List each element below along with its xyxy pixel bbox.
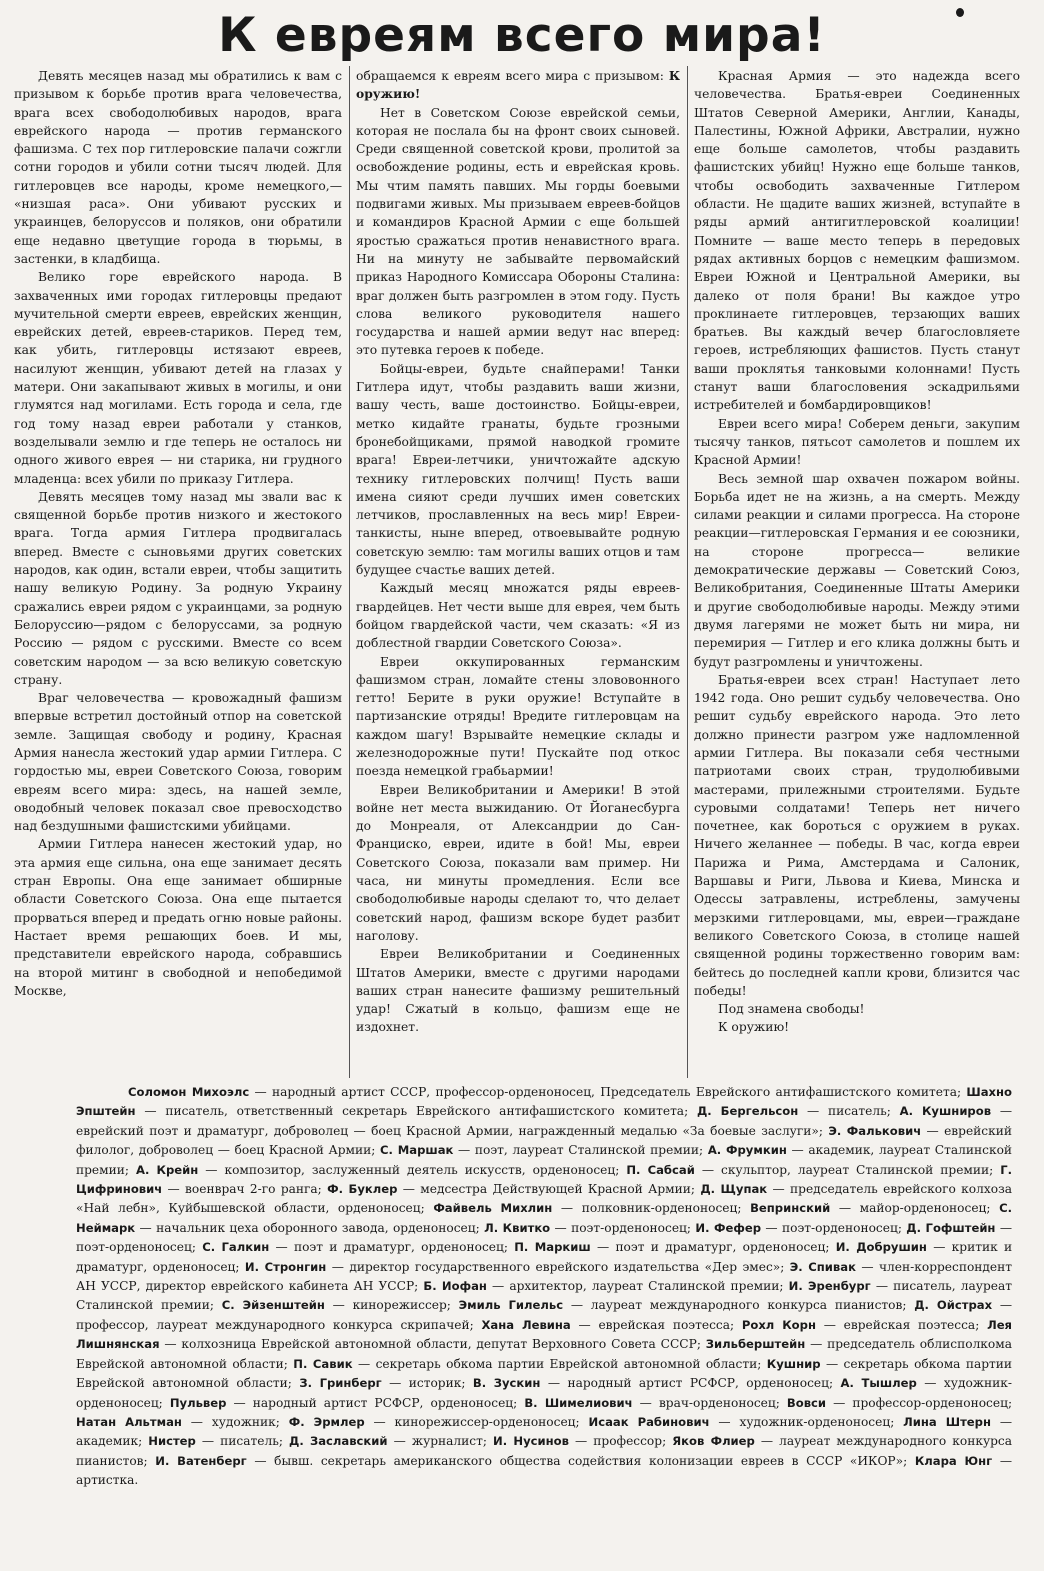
signatory: П. Савик — секретарь обкома партии Еврейской автономной области; [293,1356,767,1371]
signatory: Д. Гофштейн — поэт-орденоносец; [76,1220,1012,1255]
signatory-name: Хана Левина [481,1317,571,1332]
signatory-role: художник [211,1414,276,1429]
signatory: Вовси — профессор-орденоносец; [786,1395,1012,1410]
signatory-name: Соломон Михоэлс [128,1085,250,1099]
headline: К евреям всего мира! [218,8,826,63]
signatory-name: Г. Цифринович [76,1162,1012,1197]
signatory-role: начальник цеха оборонного завода, орденоносец [156,1220,476,1235]
article-column-2 [356,67,680,1079]
column-rule [687,66,688,1078]
signatory-name: С. Неймарк [76,1201,1012,1235]
signatory: Эмиль Гилельс — лауреат международного конкурса пианистов; [458,1298,915,1313]
signatory: Э. Спивак — член-корреспондент АН УССР, директор еврейского кабинета АН УССР; [76,1259,1012,1294]
article-column-3 [694,67,1020,1079]
signatory-role: врач-орденоносец [658,1395,776,1410]
signatory-name: Д. Щупак [700,1182,768,1197]
signatory-name: А. Фрумкин [707,1143,787,1158]
signatory-name: Л. Квитко [484,1220,551,1235]
signatory: Рохл Корн — еврейская поэтесса; [741,1317,988,1332]
signatory-name: А. Крейн [135,1162,199,1177]
signatory-role: кинорежиссер-орденоносец [394,1414,576,1429]
signatory-role: академик, лауреат Сталинской премии [76,1143,1012,1177]
signatory-role: поэт и драматург, орденоносец [293,1240,504,1255]
signatory-name: В. Зускин [472,1376,541,1391]
signatory-name: Исаак Рабинович [588,1414,710,1429]
signatory: И. Ватенберг — бывш. секретарь американского общества содействия колонизации евреев в СССР «ИКОР»; [155,1453,915,1468]
paragraph: Евреи Великобритании и Америки! В этой войне нет места выжиданию. От Йоганесбурга до Монреаля, от Александрии до Сан-Франциско, евреи, идите в бой! Мы, евреи Советского Союза, показали вам пример. Ни часа, ни минуты промедления. Если все свободолюбивые народы сделают то, что делает советский народ, фашизм вскоре будет разбит наголову. [356,782,680,943]
signatory-role: секретарь обкома партии Еврейской автономной области [76,1356,1012,1391]
signatory-role: архитектор, лауреат Сталинской премии [509,1279,780,1294]
signatory: Файвель Михлин — полковник-орденоносец; [433,1201,751,1216]
signatory-role: председатель еврейского колхоза «Най лебн», Куйбышевской области, орденоносец [76,1182,1012,1216]
signatory: Соломон Михоэлс — народный артист СССР, профессор-орденоносец, Председатель Еврейского антифашистского комитета; [128,1085,967,1099]
signatory: И. Нусинов — профессор; [493,1434,673,1449]
signatory: Лея Лишнянская — колхозница Еврейской автономной области, депутат Верховного Совета СССР; [76,1317,1012,1352]
signatory: В. Шимелиович — врач-орденоносец; [524,1395,787,1410]
paragraph: Нет в Советском Союзе еврейской семьи, которая не послала бы на фронт своих сыновей. Среди священной советской крови, пролитой за освобождение родины, есть и еврейская кровь. Мы чтим память павших. Мы горды боевыми подвигами живых. Мы призываем евреев-бойцов и командиров Красной Армии с еще большей яростью сражаться против ненавистного врага. Ни на минуту не забывайте первомайский приказ Народного Комиссара Обороны Сталина: враг должен быть разгромлен в этом году. Пусть слова великого руководителя нашего государства и нашей армии ведут нас вперед: это путевка героев к победе. [356,105,680,358]
signatory-name: И. Эренбург [788,1279,871,1294]
signatory-name: Д. Заславский [289,1434,388,1449]
signatory-name: П. Савик [293,1356,353,1371]
signatory-role: профессор-орденоносец [852,1395,1008,1410]
signatory-role: полковник-орденоносец [581,1201,738,1216]
signatory-role: народный артист РСФСР, орденоносец [252,1395,514,1410]
signatory-name: Лея Лишнянская [76,1317,1012,1352]
signatory-name: А. Тышлер [840,1376,917,1391]
signatory: В. Зускин — народный артист РСФСР, орденоносец; [472,1376,841,1391]
signatory-name: Э. Спивак [789,1259,856,1274]
signatory-role: артистка [76,1473,135,1488]
signatory-name: С. Эйзенштейн [221,1298,325,1313]
signatory: И. Стронгин — директор государственного еврейского издательства «Дер эмес»; [244,1259,790,1274]
signatory-role: колхозница Еврейской автономной области, депутат Верховного Совета СССР [181,1337,697,1352]
signatory-name: И. Стронгин [244,1259,327,1274]
signatory-role: историк [408,1376,462,1391]
paragraph: Армии Гитлера нанесен жестокий удар, но эта армия еще сильна, она еще занимает десять стран Европы. Она еще занимает обширные области Советского Союза. Она еще пытается прорваться вперед и предать огню новые районы. Настает время решающих боев. И мы, представители еврейского народа, собравшись на второй митинг в свободной и непобедимой Москве, [14,837,342,998]
signatory-name: Кушнир [766,1356,821,1371]
signatory: Пульвер — народный артист РСФСР, орденоносец; [169,1395,525,1410]
signatory-role: писатель, лауреат Сталинской премии [76,1279,1012,1313]
signatory-name: Д. Гофштейн [906,1220,996,1235]
signatory-role: медсестра Действующей Красной Армии [420,1182,691,1197]
signatory-name: Ф. Буклер [327,1182,398,1197]
signatory-name: И. Добрушин [835,1240,927,1255]
paragraph: Красная Армия — это надежда всего человечества. Братья-евреи Соединенных Штатов Северной Америки, Англии, Канады, Палестины, Южной Африки, Австралии, нужно еще больше самолетов, чтобы раздавить фашистских убийц! Нужно еще больше танков, чтобы освободить захваченные Гитлером области. Не щадите ваших жизней, вступайте в ряды армий антигитлеровской коалиции! Помните — ваше место теперь в передовых рядах активных борцов с немецким фашизмом. Евреи Южной и Центральной Америки, вы далеко от поля брани! Вы каждое утро проклинаете гитлеровцев, терзающих ваших братьев. Вы каждый вечер благословляете героев, истребляющих фашистов. Пусть станут ваши проклятья танковыми колоннами! Пусть станут ваши благословения эскадрильями истребителей и бомбардировщиков! [694,69,1020,413]
signatory-name: И. Ватенберг [155,1453,247,1468]
signatory-role: художник-орденоносец [76,1376,1012,1410]
signatory-role: поэт-орденоносец [571,1220,687,1235]
signatory-role: журналист [411,1434,483,1449]
signatory: Г. Цифринович — военврач 2-го ранга; [76,1162,1012,1197]
signatory: Нистер — писатель; [148,1434,290,1449]
signatory: Лина Штерн — академик; [76,1414,1012,1449]
signatory: И. Эренбург — писатель, лауреат Сталинской премии; [76,1279,1012,1313]
signatory-name: Пульвер [169,1395,227,1410]
signatory: С. Маршак — поэт, лауреат Сталинской премии; [380,1143,708,1158]
signatory: Д. Бергельсон — писатель; [696,1104,900,1119]
article-column-1 [14,67,342,1079]
signatory: С. Неймарк — начальник цеха оборонного завода, орденоносец; [76,1201,1012,1235]
paragraph: Евреи Великобритании и Соединенных Штатов Америки, вместе с другими народами ваших стран нанесите фашизму решительный удар! Сжатый в кольцо, фашизм еще не издохнет. [356,947,680,1035]
signatory-role: критик и драматург, орденоносец [76,1240,1012,1274]
signatory: Исаак Рабинович — художник-орденоносец; [588,1414,904,1429]
signatory-role: бывш. секретарь американского общества содействия колонизации евреев в СССР «ИКОР» [274,1453,904,1468]
signatory: П. Сабсай — скульптор, лауреат Сталинской премии; [626,1162,1001,1177]
paragraph: Весь земной шар охвачен пожаром войны. Борьба идет не на жизнь, а на смерть. Между силами реакции и силами прогресса. На стороне реакции—гитлеровская Германия и ее союзники, на стороне прогресса— великие демократические державы — Советский Союз, Великобритания, Соединенные Штаты Америки и другие свободолюбивые народы. Между этими двумя лагерями не может быть ни мира, ни перемирия — Гитлер и его клика должны быть и будут разгромлены и уничтожены. [694,471,1020,669]
signatory-role: секретарь обкома партии Еврейской автономной области [375,1356,758,1371]
signatory-role: еврейская поэтесса [598,1317,730,1332]
signatory-name: Эмиль Гилельс [458,1298,564,1313]
signatory-role: кинорежиссер [352,1298,447,1313]
signatory-role: писатель [828,1104,887,1119]
signatory-role: писатель, ответственный секретарь Еврейского антифашистского комитета [165,1104,685,1119]
signatory-role: директор государственного еврейского издательства «Дер эмес» [349,1259,781,1274]
signatory-role: еврейский филолог, доброволец — боец Красной Армии [76,1123,1012,1158]
signatory-role: поэт, лауреат Сталинской премии [474,1143,700,1158]
paragraph: Враг человечества — кровожадный фашизм впервые встретил достойный отпор на советской земле. Защищая свободу и родину, Красная Армия нанесла жестокий удар армии Гитлера. С гордостью мы, евреи Советского Союза, говорим евреям всего мира: здесь, на нашей земле, оводобный человек показал свое превосходство над бездушными фашистскими убийцами. [14,691,342,834]
signatory-role: военврач 2-го ранга [185,1182,318,1197]
paragraph: Евреи всего мира! Соберем деньги, закупим тысячу танков, пятьсот самолетов и пошлем их Красной Армии! [694,416,1020,468]
signatory: Д. Щупак — председатель еврейского колхоза «Най лебн», Куйбышевской области, орденоносец; [76,1182,1012,1216]
signatory-name: Ф. Эрмлер [288,1414,365,1429]
signatory: А. Тышлер — художник-орденоносец; [76,1376,1012,1410]
signatory: А. Крейн — композитор, заслуженный деятель искусств, орденоносец; [135,1162,627,1177]
signatory: Д. Ойстрах — профессор, лауреат международного конкурса скрипачей; [76,1298,1012,1332]
signatory-role: поэт-орденоносец [76,1240,192,1255]
signatory-role: композитор, заслуженный деятель искусств, орденоносец [224,1162,616,1177]
signatory: Натан Альтман — художник; [76,1414,289,1429]
signatory: А. Фрумкин — академик, лауреат Сталинской премии; [76,1143,1012,1177]
signatory-role: народный артист РСФСР, орденоносец [567,1376,829,1391]
signatory-name: Вовси [786,1395,827,1410]
ink-dot [956,8,964,17]
signatory: Ф. Буклер — медсестра Действующей Красной Армии; [327,1182,701,1197]
paragraph: Евреи оккупированных германским фашизмом стран, ломайте стены злововонного гетто! Берите в руки оружие! Вступайте в партизанские отряды! Вредите гитлеровцам на каждом шагу! Взрывайте немецкие склады и железнодорожные пути! Пускайте под откос поезда немецкой грабьармии! [356,654,680,779]
paragraph: Девять месяцев назад мы обратились к вам с призывом к борьбе против врага человечества, врага всех свободолюбивых народов, врага еврейского народа — против германского фашизма. С тех пор гитлеровские палачи сожгли сотни городов и убили сотни тысяч людей. Для гитлеровцев все народы, кроме немецкого,— «низшая раса». Они убивают русских и украинцев, белоруссов и поляков, они обратили еще недавно цветущие города в тюрьмы, в застенки, в кладбища. [14,69,342,266]
signatory-role: народный артист СССР, профессор-орденоносец, Председатель Еврейского антифашистского комитета [272,1085,957,1099]
signatory-name: Клара Юнг [914,1453,993,1468]
lead-text: обращаемся к евреям всего мира с призывом: [356,69,664,83]
paragraph: Братья-евреи всех стран! Наступает лето 1942 года. Оно решит судьбу человечества. Оно решит судьбу еврейского народа. Это лето должно принести разгром уже надломленной армии Гитлера. Вы показали себя честными патриотами своих стран, трудолюбивыми мастерами, прилежными строителями. Будьте суровыми солдатами! Теперь нет ничего почетнее, как бороться с оружием в руках. Ничего желаннее — победы. В час, когда евреи Парижа и Рима, Амстердама и Салоник, Варшавы и Риги, Львова и Киева, Минска и Одессы затравлены, истреблены, замучены мерзкими гитлеровцами, мы, евреи—граждане великого Советского Союза, в столице нашей священной родины торжественно говорим вам: бейтесь до последней капли крови, близится час победы! [694,672,1020,998]
paragraph: Каждый месяц множатся ряды евреев-гвардейцев. Нет чести выше для еврея, чем быть бойцом гвардейской части, чем сказать: «Я из доблестной гвардии Советского Союза». [356,581,680,651]
signatory-role: академик [76,1434,139,1449]
signatory: Б. Иофан — архитектор, лауреат Сталинской премии; [423,1279,789,1294]
signatories-block [76,1083,1012,1565]
signatory-role: писатель [220,1434,279,1449]
signatory-name: И. Нусинов [493,1434,569,1449]
paragraph: Велико горе еврейского народа. В захваченных ими городах гитлеровцы предают мучительной смерти евреев, еврейских женщин, еврейских детей, евреев-стариков. Перед тем, как убить, гитлеровцы истязают евреев, насилуют женщин, убивают детей на глазах у матери. Они закапывают живых в могилы, и они глумятся над могилами. Есть города и села, где год тому назад евреи работали у станков, возделывали землю и где теперь не осталось ни одного живого еврея — ни старика, ни грудного младенца: всех убили по приказу Гитлера. [14,270,342,486]
lead-paragraph [356,67,680,104]
signatory-role: майор-орденоносец [859,1201,987,1216]
signatory-role: лауреат международного конкурса пианистов [76,1434,1012,1468]
closing-line: Под знамена свободы! [718,1002,865,1017]
signatory: З. Гринберг — историк; [299,1376,473,1391]
signatory: Кушнир — секретарь обкома партии Еврейской автономной области; [76,1356,1012,1391]
signatory: Шахно Эпштейн — писатель, ответственный секретарь Еврейского антифашистского комитета; [76,1085,1012,1119]
signatory-name: Шахно Эпштейн [76,1085,1012,1119]
signatory: Хана Левина — еврейская поэтесса; [481,1317,742,1332]
signatory: И. Добрушин — критик и драматург, орденоносец; [76,1240,1012,1274]
signatory-role: поэт и драматург, орденоносец [615,1240,826,1255]
signatory-name: Яков Флиер [672,1434,755,1449]
signatory-name: Натан Альтман [76,1414,182,1429]
closing-line: К оружию! [718,1020,790,1035]
signatory-role: еврейская поэтесса [843,1317,976,1332]
signatory: Вепринский — майор-орденоносец; [750,1201,1000,1216]
signatory-name: С. Маршак [380,1143,454,1158]
column-rule [349,66,350,1078]
signatory-name: Файвель Михлин [433,1201,553,1216]
signatory: С. Галкин — поэт и драматург, орденоносец; [202,1240,515,1255]
signatory-name: И. Фефер [695,1220,762,1235]
paragraph: Девять месяцев тому назад мы звали вас к священной борьбе против низкого и жестокого врага. Тогда армия Гитлера продвигалась вперед. Вместе с сыновьями других советских народов, как один, встали евреи, чтобы защитить нашу великую Родину. За родную Украину сражались евреи рядом с украинцами, за родную Белоруссию—рядом с белоруссами, за родную Россию — рядом с русскими. Вместе со всем советским народом — за всю великую советскую страну. [14,489,342,687]
signatory-name: С. Галкин [202,1240,270,1255]
signatory-name: Вепринский [750,1201,831,1216]
lead-call: К оружию! [356,68,680,102]
signatory: Д. Заславский — журналист; [289,1434,494,1449]
signatory-role: скульптор, лауреат Сталинской премии [721,1162,990,1177]
signatory-role: член-корреспондент АН УССР, директор еврейского кабинета АН УССР [76,1259,1012,1294]
paragraph: Бойцы-евреи, будьте снайперами! Танки Гитлера идут, чтобы раздавить ваши жизни, вашу честь, ваше достоинство. Бойцы-евреи, метко кидайте гранаты, будьте грозными бронебойщиками, прямой наводкой громите врага! Евреи-летчики, уничтожайте адскую технику гитлеровских полчищ! Пусть ваши имена сияют среди лучших имен советских летчиков, прославленных на весь мир! Евреи-танкисты, ныне вперед, отвоевывайте родную советскую землю: там могилы ваших отцов и там будущее счастье ваших детей. [356,361,680,578]
signatory: А. Кушниров — еврейский поэт и драматург, доброволец — боец Красной Армии, награжденный медалью «За боевые заслуги»; [76,1104,1012,1138]
signatory-role: еврейский поэт и драматург, доброволец — боец Красной Армии, награжденный медалью «За боевые заслуги» [76,1123,819,1138]
signatory: Яков Флиер — лауреат международного конкурса пианистов; [76,1434,1012,1468]
signatory: Клара Юнг — артистка. [76,1453,1012,1488]
signatory-name: Д. Бергельсон [696,1104,799,1119]
signatory: Зильберштейн — председатель облисполкома Еврейской автономной области; [76,1337,1012,1371]
signatory-role: художник-орденоносец [739,1414,891,1429]
signatory-name: В. Шимелиович [524,1395,633,1410]
signatory-role: поэт-орденоносец [782,1220,898,1235]
signatory-name: Нистер [148,1434,196,1449]
signatory-name: П. Маркиш [514,1240,591,1255]
signatory: Л. Квитко — поэт-орденоносец; [484,1220,696,1235]
signatory: П. Маркиш — поэт и драматург, орденоносец; [514,1240,836,1255]
signatory-name: Зильберштейн [705,1337,806,1352]
signatory-name: Э. Фалькович [828,1123,922,1138]
signatory-name: Б. Иофан [423,1279,487,1294]
signatory-role: профессор, лауреат международного конкурса скрипачей [76,1317,470,1332]
signatory: С. Эйзенштейн — кинорежиссер; [221,1298,459,1313]
signatory-role: профессор [593,1434,663,1449]
signatory-role: председатель облисполкома Еврейской автономной области [76,1337,1012,1371]
signatory-name: Рохл Корн [741,1317,816,1332]
signatory-name: П. Сабсай [626,1162,695,1177]
signatory: И. Фефер — поэт-орденоносец; [695,1220,907,1235]
signatory-name: З. Гринберг [299,1376,382,1391]
signatory-name: Лина Штерн [903,1414,991,1429]
signatory-name: Д. Ойстрах [914,1298,993,1313]
signatory-role: лауреат международного конкурса пианистов [590,1298,903,1313]
signatory: Э. Фалькович — еврейский филолог, доброволец — боец Красной Армии; [76,1123,1012,1158]
signatory-name: А. Кушниров [899,1104,992,1119]
signatory: Ф. Эрмлер — кинорежиссер-орденоносец; [288,1414,589,1429]
